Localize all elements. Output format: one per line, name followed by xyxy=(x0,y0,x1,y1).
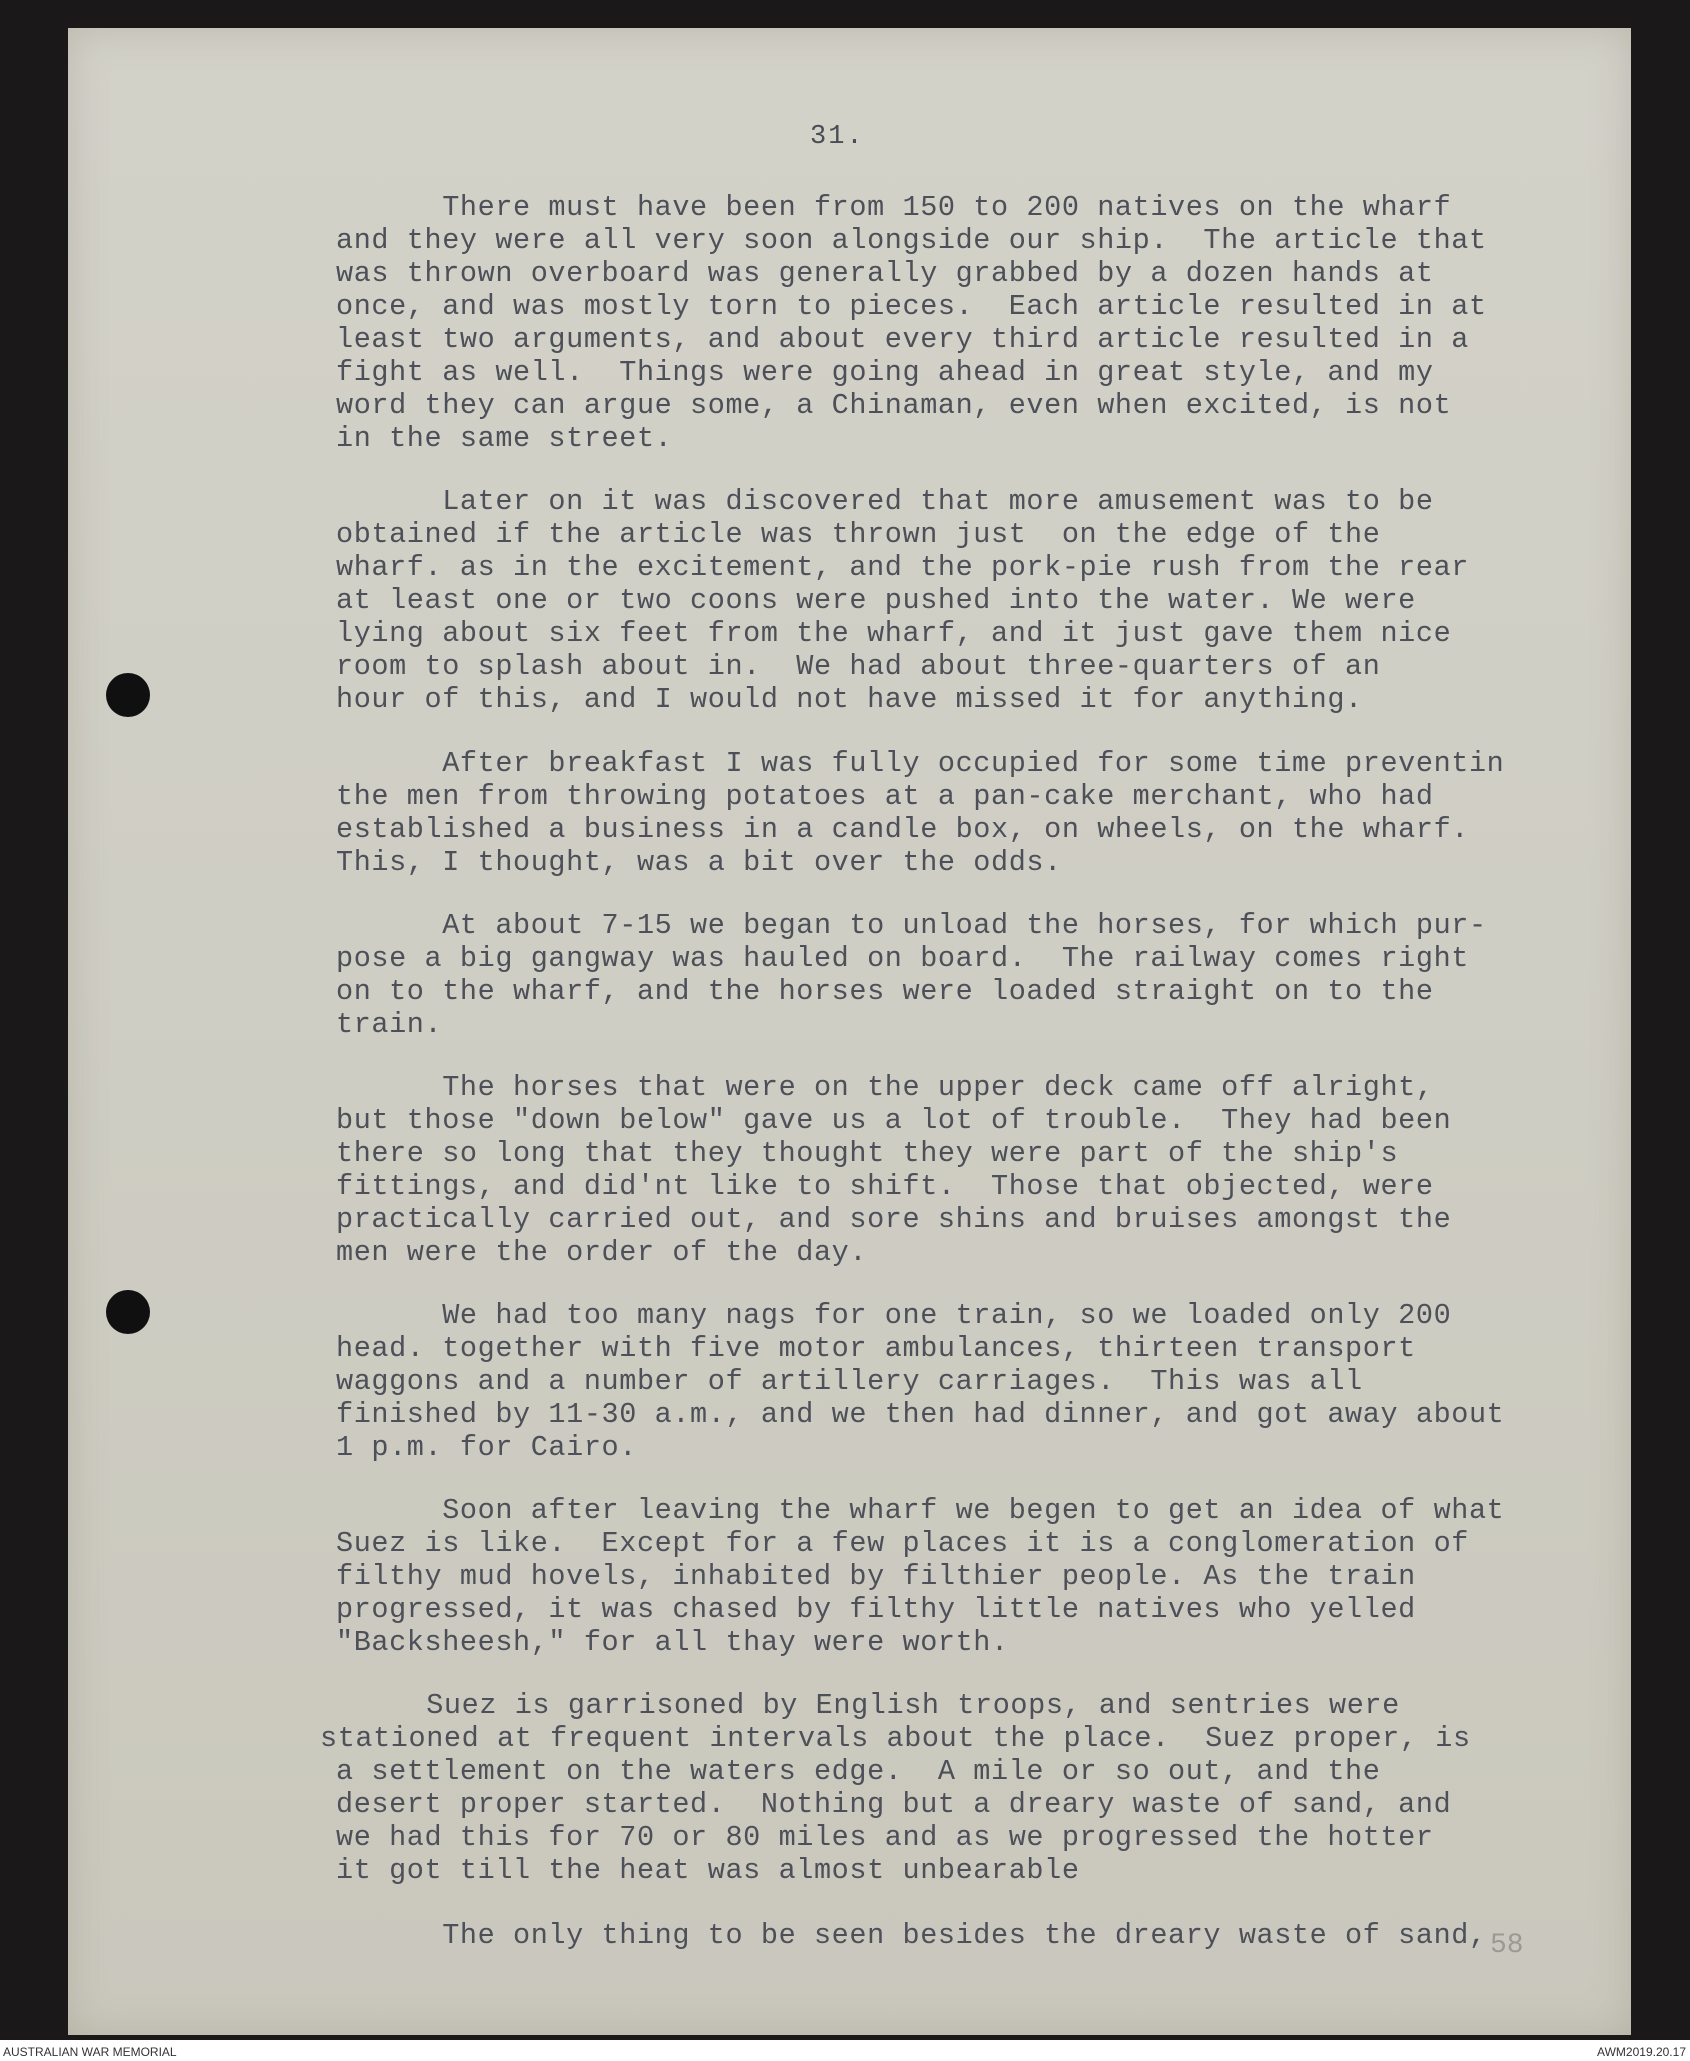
footer-institution: AUSTRALIAN WAR MEMORIAL xyxy=(3,2045,177,2059)
text-line: 1 p.m. for Cairo. xyxy=(336,1431,637,1464)
text-line: hour of this, and I would not have missed it for anything. xyxy=(336,683,1363,716)
text-line: obtained if the article was thrown just on the edge of the xyxy=(336,518,1381,551)
text-line: was thrown overboard was generally grabbed by a dozen hands at xyxy=(336,257,1434,290)
text-line: fight as well. Things were going ahead in great style, and my xyxy=(336,356,1434,389)
text-line: practically carried out, and sore shins and bruises amongst the xyxy=(336,1203,1452,1236)
text-line: wharf. as in the excitement, and the pork-pie rush from the rear xyxy=(336,551,1469,584)
text-line: The horses that were on the upper deck came off alright, xyxy=(336,1071,1434,1104)
text-line: a settlement on the waters edge. A mile or so out, and the xyxy=(336,1755,1381,1788)
text-line: in the same street. xyxy=(336,422,673,455)
text-line: There must have been from 150 to 200 natives on the wharf xyxy=(336,191,1452,224)
stamp-number: 58 xyxy=(1490,1930,1524,1961)
text-line: but those "down below" gave us a lot of trouble. They had been xyxy=(336,1104,1452,1137)
text-line: it got till the heat was almost unbearable xyxy=(336,1854,1080,1887)
text-line: Soon after leaving the wharf we begen to get an idea of what xyxy=(336,1494,1505,1527)
text-line: This, I thought, was a bit over the odds. xyxy=(336,846,1062,879)
text-line: waggons and a number of artillery carriages. This was all xyxy=(336,1365,1363,1398)
text-line: Later on it was discovered that more amusement was to be xyxy=(336,485,1434,518)
text-line: head. together with five motor ambulances, thirteen transport xyxy=(336,1332,1416,1365)
text-line: The only thing to be seen besides the dreary waste of sand, xyxy=(336,1919,1487,1952)
text-line: Suez is garrisoned by English troops, and sentries were xyxy=(320,1689,1400,1722)
text-line: and they were all very soon alongside our ship. The article that xyxy=(336,224,1487,257)
text-line: pose a big gangway was hauled on board. The railway comes right xyxy=(336,942,1469,975)
text-line: At about 7-15 we began to unload the horses, for which pur- xyxy=(336,909,1487,942)
text-line: least two arguments, and about every third article resulted in a xyxy=(336,323,1469,356)
text-line: finished by 11-30 a.m., and we then had dinner, and got away about xyxy=(336,1398,1505,1431)
page-number: 31. xyxy=(810,122,865,152)
text-line: lying about six feet from the wharf, and it just gave them nice xyxy=(336,617,1452,650)
text-line: men were the order of the day. xyxy=(336,1236,868,1269)
text-line: once, and was mostly torn to pieces. Each article resulted in at xyxy=(336,290,1487,323)
text-line: We had too many nags for one train, so we loaded only 200 xyxy=(336,1299,1452,1332)
text-line: room to splash about in. We had about three-quarters of an xyxy=(336,650,1381,683)
text-line: we had this for 70 or 80 miles and as we progressed the hotter xyxy=(336,1821,1434,1854)
text-line: Suez is like. Except for a few places it is a conglomeration of xyxy=(336,1527,1469,1560)
text-line: on to the wharf, and the horses were loaded straight on to the xyxy=(336,975,1434,1008)
text-line: there so long that they thought they were part of the ship's xyxy=(336,1137,1399,1170)
text-line: desert proper started. Nothing but a dreary waste of sand, and xyxy=(336,1788,1452,1821)
punch-hole-lower xyxy=(106,1290,150,1334)
text-line: progressed, it was chased by filthy little natives who yelled xyxy=(336,1593,1416,1626)
text-line: established a business in a candle box, on wheels, on the wharf. xyxy=(336,813,1469,846)
footer-reference: AWM2019.20.17 xyxy=(1597,2045,1686,2059)
text-line: filthy mud hovels, inhabited by filthier people. As the train xyxy=(336,1560,1416,1593)
text-line: train. xyxy=(336,1008,443,1041)
text-line: stationed at frequent intervals about the place. Suez proper, is xyxy=(320,1722,1471,1755)
text-line: at least one or two coons were pushed into the water. We were xyxy=(336,584,1416,617)
text-line: "Backsheesh," for all thay were worth. xyxy=(336,1626,1009,1659)
text-line: the men from throwing potatoes at a pan-cake merchant, who had xyxy=(336,780,1434,813)
text-line: word they can argue some, a Chinaman, even when excited, is not xyxy=(336,389,1452,422)
punch-hole-upper xyxy=(106,673,150,717)
text-line: fittings, and did'nt like to shift. Those that objected, were xyxy=(336,1170,1434,1203)
text-line: After breakfast I was fully occupied for some time preventin xyxy=(336,747,1505,780)
